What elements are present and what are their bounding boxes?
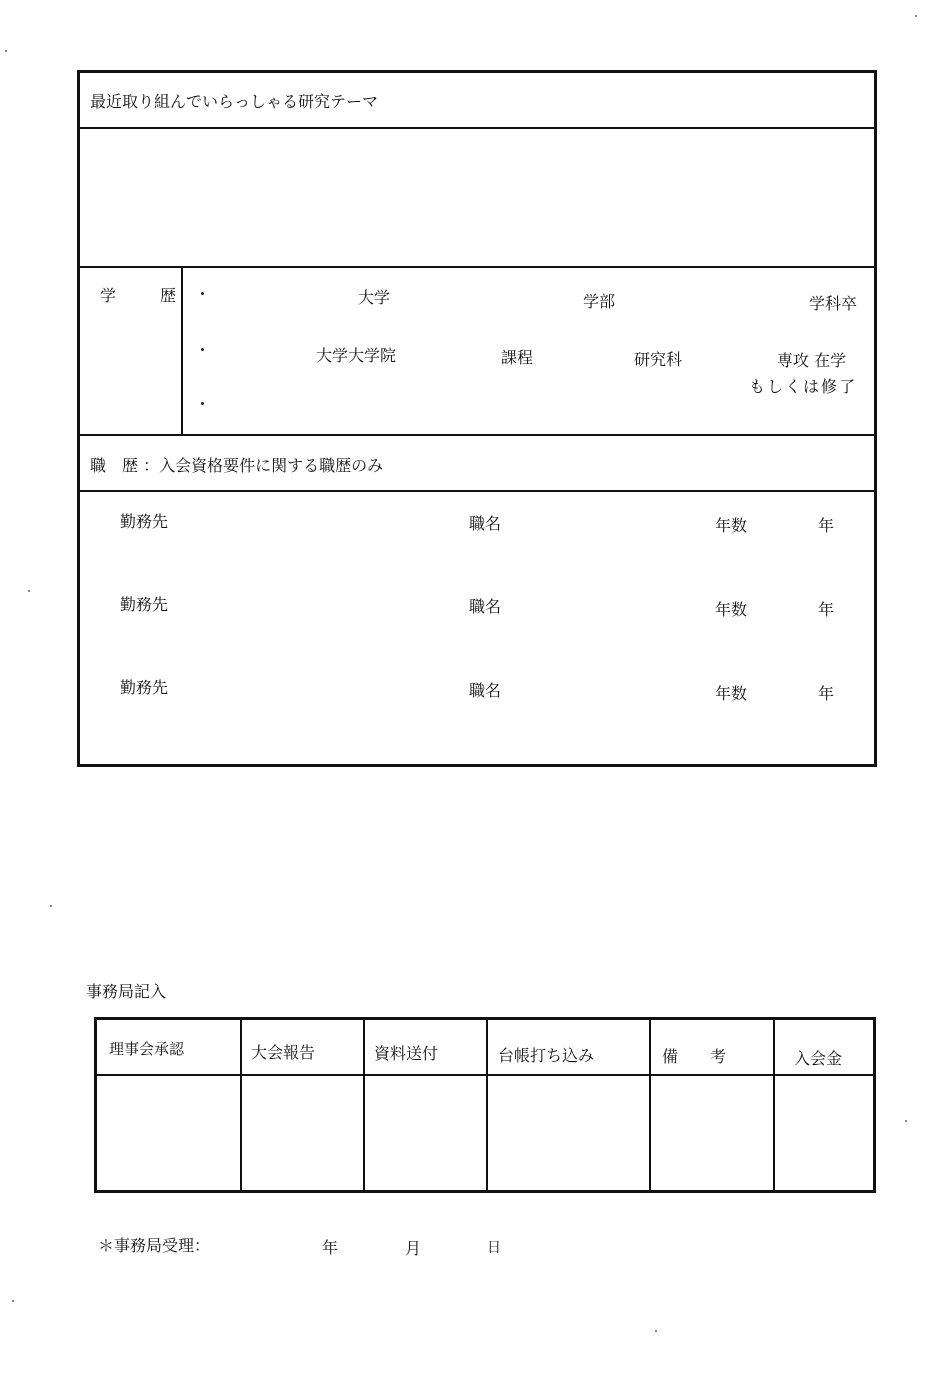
scan-speck (5, 50, 7, 52)
position-label: 職名 (469, 597, 502, 616)
board-approval-cell[interactable] (99, 1078, 238, 1186)
remarks-cell[interactable] (653, 1078, 771, 1186)
divider (80, 266, 874, 268)
convention-report-cell[interactable] (244, 1078, 361, 1186)
graduate-school-label: 大学大学院 (316, 346, 397, 365)
divider (773, 1020, 775, 1190)
faculty-label: 学部 (583, 292, 616, 311)
scan-speck (12, 1300, 14, 1302)
receipt-year: 年 (322, 1238, 339, 1257)
employer-label: 勤務先 (120, 678, 169, 697)
employer-label: 勤務先 (120, 512, 169, 531)
year-unit: 年 (818, 516, 835, 535)
column-header-remarks: 備 考 (662, 1047, 727, 1066)
application-form (77, 70, 877, 767)
bullet (201, 348, 204, 351)
office-use-table (94, 1017, 876, 1193)
or-completed-label: もしくは修了 (749, 377, 858, 396)
column-header-board-approval: 理事会承認 (109, 1040, 185, 1058)
research-theme-field[interactable] (82, 131, 872, 263)
employer-label: 勤務先 (120, 595, 169, 614)
scan-speck (905, 1120, 907, 1122)
university-label: 大学 (358, 288, 391, 307)
years-label: 年数 (715, 600, 748, 619)
receipt-month: 月 (405, 1239, 422, 1258)
graduate-dept-label: 研究科 (634, 350, 683, 369)
column-header-ledger-entry: 台帳打ち込み (498, 1046, 595, 1065)
bullet (201, 402, 204, 405)
years-label: 年数 (715, 516, 748, 535)
research-theme-label: 最近取り組んでいらっしゃる研究テーマ (90, 92, 379, 111)
department-graduated-label: 学科卒 (809, 294, 858, 313)
bullet (201, 292, 204, 295)
ledger-entry-cell[interactable] (490, 1078, 647, 1186)
position-label: 職名 (469, 514, 502, 533)
year-unit: 年 (818, 684, 835, 703)
divider (240, 1020, 242, 1190)
major-status-label: 専攻 在学 (777, 351, 847, 370)
career-label: 職 歴 ：入会資格要件に関する職歴のみ (90, 456, 384, 475)
column-header-materials-sent: 資料送付 (374, 1044, 439, 1063)
receipt-label: ＊事務局受理： (98, 1236, 211, 1255)
year-unit: 年 (818, 600, 835, 619)
office-use-title: 事務局記入 (86, 982, 167, 1001)
scan-speck (655, 1330, 657, 1332)
divider (80, 127, 874, 129)
divider (80, 490, 874, 492)
admission-fee-cell[interactable] (777, 1078, 871, 1186)
years-label: 年数 (715, 684, 748, 703)
course-label: 課程 (501, 348, 534, 367)
scan-speck (915, 15, 917, 17)
divider (486, 1020, 488, 1190)
receipt-day: 日 (487, 1240, 501, 1256)
divider (97, 1074, 873, 1076)
divider (649, 1020, 651, 1190)
divider (363, 1020, 365, 1190)
scan-speck (50, 905, 52, 907)
materials-sent-cell[interactable] (367, 1078, 484, 1186)
scan-speck (28, 590, 30, 592)
position-label: 職名 (469, 681, 502, 700)
column-header-convention-report: 大会報告 (251, 1043, 316, 1062)
education-label: 学 歴 (100, 286, 191, 305)
column-header-admission-fee: 入会金 (794, 1049, 843, 1068)
divider (80, 434, 874, 436)
